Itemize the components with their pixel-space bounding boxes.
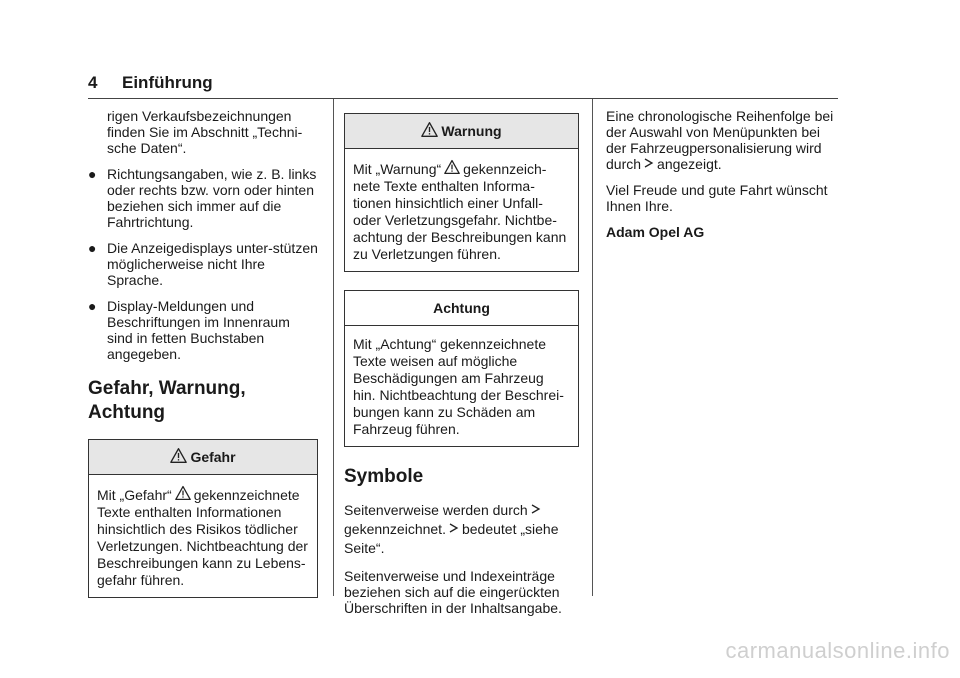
danger-text-start: Mit „Gefahr“ (97, 487, 172, 503)
page-reference-icon (449, 522, 459, 534)
danger-box-title: Gefahr (190, 449, 236, 465)
list-item-text: Display-Meldungen und Beschriftungen im Innenraum sind in fetten Buchstaben angegeben. (107, 298, 290, 362)
page-reference-icon (531, 503, 541, 515)
list-item-text: Richtungsangaben, wie z. B. links oder rechts bzw. vorn oder hinten beziehen sich immer auf die Fahrtrichtung. (107, 166, 317, 230)
page-number: 4 (88, 73, 98, 92)
text: angezeigt. (657, 156, 722, 172)
list-item (88, 298, 318, 362)
text: bedeutet „siehe Seite“. (344, 521, 559, 556)
chapter-title: Einführung (122, 73, 213, 92)
column-1 (88, 108, 318, 598)
warning-triangle-icon (444, 159, 460, 175)
danger-text-rest: gekennzeichnete Texte enthalten Informationen hinsichtlich des Risikos tödlicher Verletzungen. Nichtbeachtung der Beschreibungen kann zu Lebens-gefahr führen. (97, 487, 308, 588)
list-item (88, 240, 318, 288)
warning-triangle-icon (421, 121, 438, 138)
page-header (88, 73, 213, 93)
caution-box-body: Mit „Achtung“ gekennzeichnete Texte weisen auf mögliche Beschädigungen am Fahrzeug hin. Nichtbeachtung der Beschrei-bungen kann zu Schäden am Fahrzeug führen. (353, 336, 564, 437)
danger-box-header (89, 440, 317, 475)
caution-box-header (345, 291, 578, 326)
caution-box (344, 290, 579, 447)
column-3 (606, 108, 838, 250)
column3-paragraph-1 (606, 108, 838, 172)
list-item-text: Die Anzeigedisplays unter-stützen möglicherweise nicht Ihre Sprache. (107, 240, 318, 288)
bullet-icon: ● (88, 166, 97, 182)
column-2 (344, 113, 579, 626)
symbols-paragraph-1 (344, 501, 579, 558)
caution-box-title: Achtung (433, 300, 490, 316)
warning-triangle-icon (170, 447, 187, 464)
page-reference-icon (644, 157, 654, 169)
bullet-icon: ● (88, 240, 97, 256)
column-divider-left (333, 99, 334, 596)
continuation-text: rigen Verkaufsbezeichnungen finden Sie im Abschnitt „Techni-sche Daten“. (107, 108, 303, 156)
text: Eine chronologische Reihenfolge bei der Auswahl von Menüpunkten bei der Fahrzeugpersonalisierung wird durch (606, 108, 834, 172)
warning-text-rest: gekennzeich-nete Texte enthalten Informa-tionen hinsichtlich einer Unfall- oder Verletzungsgefahr. Nichtbe-achtung der Beschreibungen kann zu Verletzungen führen. (353, 161, 567, 262)
column3-paragraph-2: Viel Freude und gute Fahrt wünscht Ihnen Ihre. (606, 182, 828, 214)
watermark: carmanualsonline.info (725, 638, 950, 663)
warning-triangle-icon (175, 485, 191, 501)
warning-box-title: Warnung (441, 123, 502, 139)
list-item (88, 166, 318, 230)
text: Seitenverweise werden durch (344, 502, 528, 518)
warning-text-start: Mit „Warnung“ (353, 161, 442, 177)
symbols-paragraph-2: Seitenverweise und Indexeinträge beziehen sich auf die eingerückten Überschriften in der Inhaltsangabe. (344, 568, 562, 616)
warning-box-header (345, 114, 578, 149)
bullet-icon: ● (88, 298, 97, 314)
column-divider-right (592, 99, 593, 596)
warning-box (344, 113, 579, 272)
section-heading: Gefahr, Warnung, Achtung (88, 378, 246, 423)
danger-box-body (89, 475, 317, 597)
header-divider (88, 98, 838, 99)
section-heading-symbols: Symbole (344, 466, 424, 487)
danger-box (88, 439, 318, 598)
warning-box-body (345, 149, 578, 271)
text: gekennzeichnet. (344, 521, 446, 537)
signature: Adam Opel AG (606, 224, 705, 240)
